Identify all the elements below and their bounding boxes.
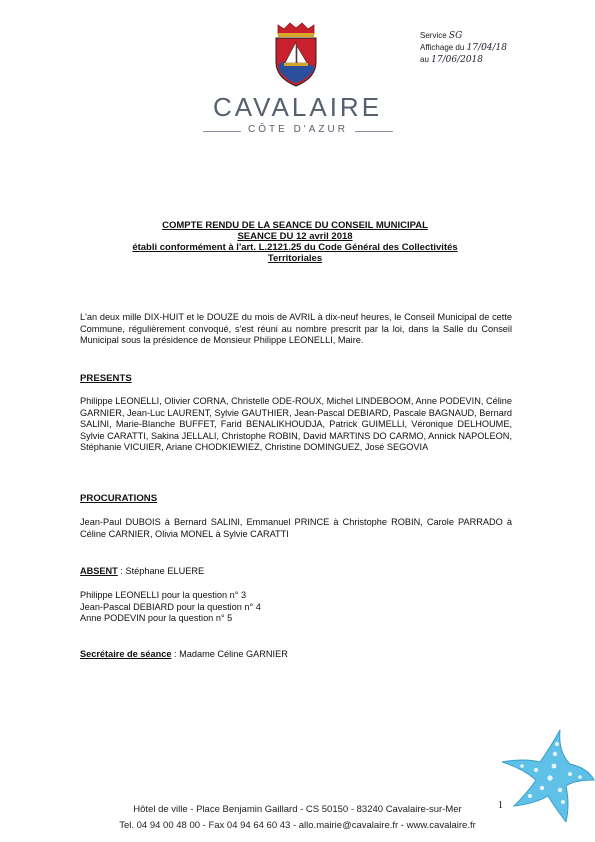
footer-address: Hôtel de ville - Place Benjamin Gaillard - CS 50150 - 83240 Cavalaire-sur-Mer: [133, 804, 462, 815]
presents-heading: PRESENTS: [80, 373, 132, 384]
stamp-from-value: 17/04/18: [466, 43, 507, 53]
presents-list: Philippe LEONELLI, Olivier CORNA, Christelle ODE-ROUX, Michel LINDEBOOM, Anne PODEVIN, Céline GARNIER, Jean-Luc LAURENT, Sylvie GAUTHIER, Jean-Pascal DEBIARD, Pascale BAGNAUD, Bernard SALINI, Marie-Blanche BUFFET, Farid BENALIKHOUDJA, Patrick GUIMELLI, Véronique DELHOUME, Sylvie CARATTI, Sakina JELLALI, Christophe ROBIN, David MARTINS DO CARMO, Annick NAPOLEON, Stéphanie VICUIER, Ariane CHODKIEWIEZ, Christine DOMINGUEZ, José SEGOVIA: [80, 396, 512, 452]
secretary-label: Secrétaire de séance: [80, 649, 172, 659]
stamp-from-label: Affichage du: [420, 43, 465, 52]
procurations-heading: PROCURATIONS: [80, 493, 158, 504]
stamp-to-label: au: [420, 55, 429, 64]
question-list: [80, 590, 512, 625]
footer-contact: Tel. 04 94 00 48 00 - Fax 04 94 64 60 43 - allo.mairie@cavalaire.fr - www.cavalaire.fr: [119, 820, 476, 831]
absent-label: ABSENT: [80, 566, 118, 576]
question-item: Anne PODEVIN pour la question n° 5: [80, 613, 233, 623]
title-line-3: établi conformément à l'art. L.2121.25 du Code Général des Collectivités: [132, 242, 458, 253]
display-stamp: [420, 30, 570, 66]
secretary-value: : Madame Céline GARNIER: [171, 649, 288, 659]
stamp-service-value: SG: [448, 31, 463, 41]
absent-value: : Stéphane ELUERE: [117, 566, 205, 576]
brand-tagline-row: [203, 124, 393, 138]
stamp-line-display-to: [420, 54, 570, 66]
stamp-to-value: 17/06/2018: [431, 55, 484, 65]
stamp-service-label: Service: [420, 31, 447, 40]
question-item: Jean-Pascal DEBIARD pour la question n° 4: [80, 601, 261, 612]
city-crest-logo: [270, 20, 322, 90]
absent-line: [80, 566, 512, 578]
tagline-divider-right: [355, 131, 393, 132]
procurations-list: Jean-Paul DUBOIS à Bernard SALINI, Emmanuel PRINCE à Christophe ROBIN, Carole PARRADO à Céline CARNIER, Olivia MONEL à Sylvie CARATTI: [80, 517, 512, 539]
title-line-2: SEANCE DU 12 avril 2018: [237, 231, 353, 242]
intro-paragraph: L'an deux mille DIX-HUIT et le DOUZE du mois de AVRIL à dix-neuf heures, le Conseil Municipal de cette Commune, régulièrement convoqué, s'est réuni au nombre prescrit par la loi, dans la Salle du Conseil Municipal sous la présidence de Monsieur Philippe LEONELLI, Maire.: [80, 312, 512, 345]
stamp-line-service: [420, 30, 570, 42]
stamp-line-display-from: [420, 42, 570, 54]
brand-name: CAVALAIRE: [212, 92, 383, 122]
question-item: Philippe LEONELLI pour la question n° 3: [80, 590, 247, 600]
title-line-1: COMPTE RENDU DE LA SEANCE DU CONSEIL MUNICIPAL: [162, 220, 428, 231]
title-line-4: Territoriales: [267, 253, 323, 264]
page-number: 1: [498, 800, 503, 811]
document-title: [80, 220, 510, 264]
secretary-line: [80, 649, 512, 661]
brand-tagline: CÔTE D'AZUR: [248, 124, 348, 135]
